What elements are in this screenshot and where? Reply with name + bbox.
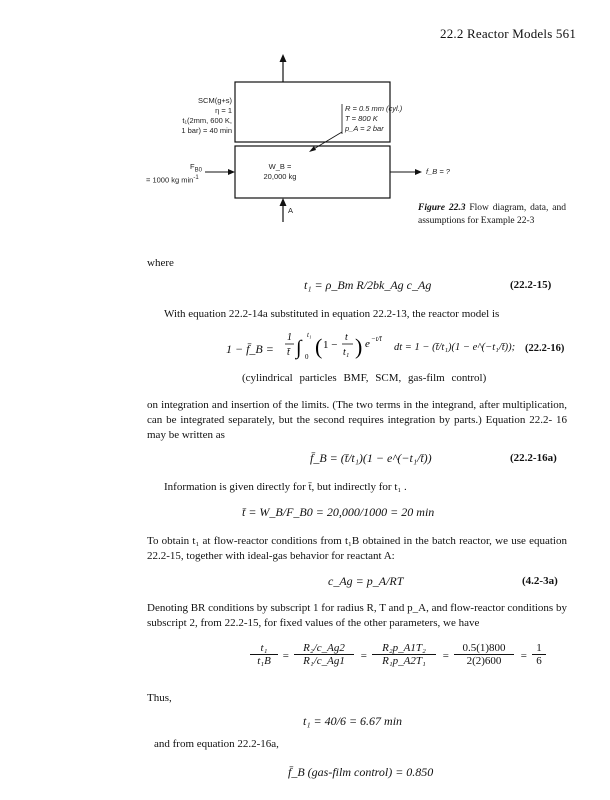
bed-mass-label: [262, 162, 298, 182]
ratio-3-numerator: R₂p_A1T₂: [382, 642, 426, 654]
note-line: SCM(g+s): [198, 96, 232, 105]
paragraph-3: Information is given directly for t̄, but indirectly for t₁ .: [164, 481, 407, 493]
ratio-5-denominator: 6: [532, 654, 546, 667]
equation-t1: t₁ = 40/6 = 6.67 min: [303, 714, 403, 728]
ratio-3: [372, 642, 436, 667]
ratio-4: [454, 642, 514, 667]
flow-conditions-note: [345, 104, 402, 134]
ratio-lhs-denominator: t₁B: [250, 654, 278, 667]
denominator-t1: t₁: [343, 347, 350, 358]
figure-caption: [418, 202, 566, 228]
equals-sign: =: [282, 650, 290, 662]
equation-number: (22.2-16): [525, 343, 565, 354]
numerator-t: t: [345, 332, 348, 343]
ratio-2-numerator: R₂/c_Ag2: [303, 642, 345, 654]
equation-22-2-16a: f̄_B = (t̄/t₁)(1 − e^(−t₁/t̄)): [310, 451, 432, 465]
fraction-tbar: t̄: [287, 347, 290, 358]
conditions-leader-line: [312, 132, 342, 150]
ratio-5-numerator: 1: [536, 642, 542, 654]
note-line: 1 bar) = 40 min: [181, 126, 232, 135]
bed-mass-value: 20,000 kg: [263, 172, 297, 181]
note-line: η = 1: [215, 106, 232, 115]
feed-arrowhead: [228, 169, 235, 175]
paragraph-2: on integration and insertion of the limits. (The two terms in the integrand, after multiplication, can be integrated separately, but the second requires integration by parts.) Equation 22.2- 16 may be written as: [147, 399, 567, 441]
feed-rate-exponent: -1: [193, 175, 199, 181]
equation-22-2-16-lhs: 1 − f̄_B =: [226, 342, 274, 356]
upper-limit: t₁: [307, 331, 312, 339]
conditions-leader-arrowhead: [309, 146, 316, 152]
ratio-2-denominator: R₁/c_Ag1: [294, 654, 354, 667]
equation-tbar: t̄ = W_B/F_B0 = 20,000/1000 = 20 min: [242, 505, 435, 519]
feed-rate-label: [146, 173, 199, 186]
exp-power: −t/t̄: [371, 335, 382, 343]
paragraph-4: To obtain t₁ at flow-reactor conditions from t₁B obtained in the batch reactor, we use equation 22.2-15, together with ideal-gas behavior for reactant A:: [147, 535, 567, 562]
integral-sign: ∫: [296, 337, 302, 359]
caption-text: Flow diagram, data, and assumptions for Example 22-3: [418, 203, 566, 226]
feed-rate: = 1000 kg min: [146, 175, 194, 185]
gas-outlet-arrowhead: [280, 54, 287, 62]
ratio-2: [294, 642, 354, 667]
equation-22-2-15: t₁ = ρ_Bm R/2bk_Ag c_Ag: [304, 278, 432, 292]
fluidized-bed-bottom-section: [235, 146, 390, 198]
equation-number: (22.2-15): [510, 279, 552, 291]
note-line: T = 800 K: [345, 114, 378, 123]
bed-mass-symbol: W_B =: [268, 162, 292, 171]
right-paren: ): [355, 334, 363, 359]
paragraph-5: Denoting BR conditions by subscript 1 for radius R, T and p_A, and flow-reactor conditions by subscript 2, from 22.2-15, for fixed values of the other parameters, we have: [147, 602, 567, 629]
paragraph-6: and from equation 22.2-16a,: [154, 738, 279, 750]
feed-symbol: F: [190, 162, 195, 171]
paragraph-1: With equation 22.2-14a substituted in equation 22.2-13, the reactor model is: [164, 308, 500, 320]
equation-final: f̄_B (gas-film control) = 0.850: [288, 765, 434, 779]
gas-inlet-label: A: [288, 206, 294, 215]
equation-4-2-3a: c_Ag = p_A/RT: [328, 574, 404, 588]
caption-label: Figure 22.3: [418, 203, 466, 213]
equation-22-2-16-rhs: dt = 1 − (t̄/t₁)(1 − e^(−t₁/t̄));: [394, 342, 516, 353]
feed-subscript: B0: [194, 167, 202, 174]
batch-result-note: [176, 96, 232, 136]
product-label: f_B = ?: [426, 167, 450, 176]
left-paren: (: [315, 334, 323, 359]
equation-number: (22.2-16a): [510, 452, 557, 464]
note-line: t₁(2mm, 600 K,: [182, 116, 232, 125]
ratio-3-denominator: R₁p_A2T₁: [372, 654, 436, 667]
note-line: p_A = 2 bar: [345, 124, 384, 133]
lower-limit: 0: [305, 353, 309, 361]
product-arrowhead: [415, 169, 422, 175]
equation-number: (4.2-3a): [522, 575, 558, 587]
running-head: 22.2 Reactor Models 561: [440, 26, 577, 41]
equals-sign: =: [360, 650, 368, 662]
gas-inlet-arrowhead: [280, 198, 287, 206]
ratio-4-denominator: 2(2)600: [454, 654, 514, 667]
ratio-lhs: [250, 642, 278, 667]
ratio-equation: [250, 642, 550, 676]
equals-sign: =: [520, 650, 528, 662]
ratio-lhs-numerator: t₁: [260, 642, 268, 654]
equation-note: (cylindrical particles BMF, SCM, gas-film control): [242, 372, 487, 384]
equals-sign: =: [442, 650, 450, 662]
ratio-4-numerator: 0.5(1)800: [462, 642, 506, 654]
fraction-one: 1: [287, 332, 292, 343]
where-text: where: [147, 257, 174, 269]
exp-term: e: [365, 338, 370, 350]
term-one: 1 −: [323, 339, 338, 351]
note-line: R = 0.5 mm (cyl.): [345, 104, 403, 113]
integral-expression: [285, 329, 395, 369]
thus-text: Thus,: [147, 692, 172, 704]
ratio-5: [532, 642, 546, 667]
